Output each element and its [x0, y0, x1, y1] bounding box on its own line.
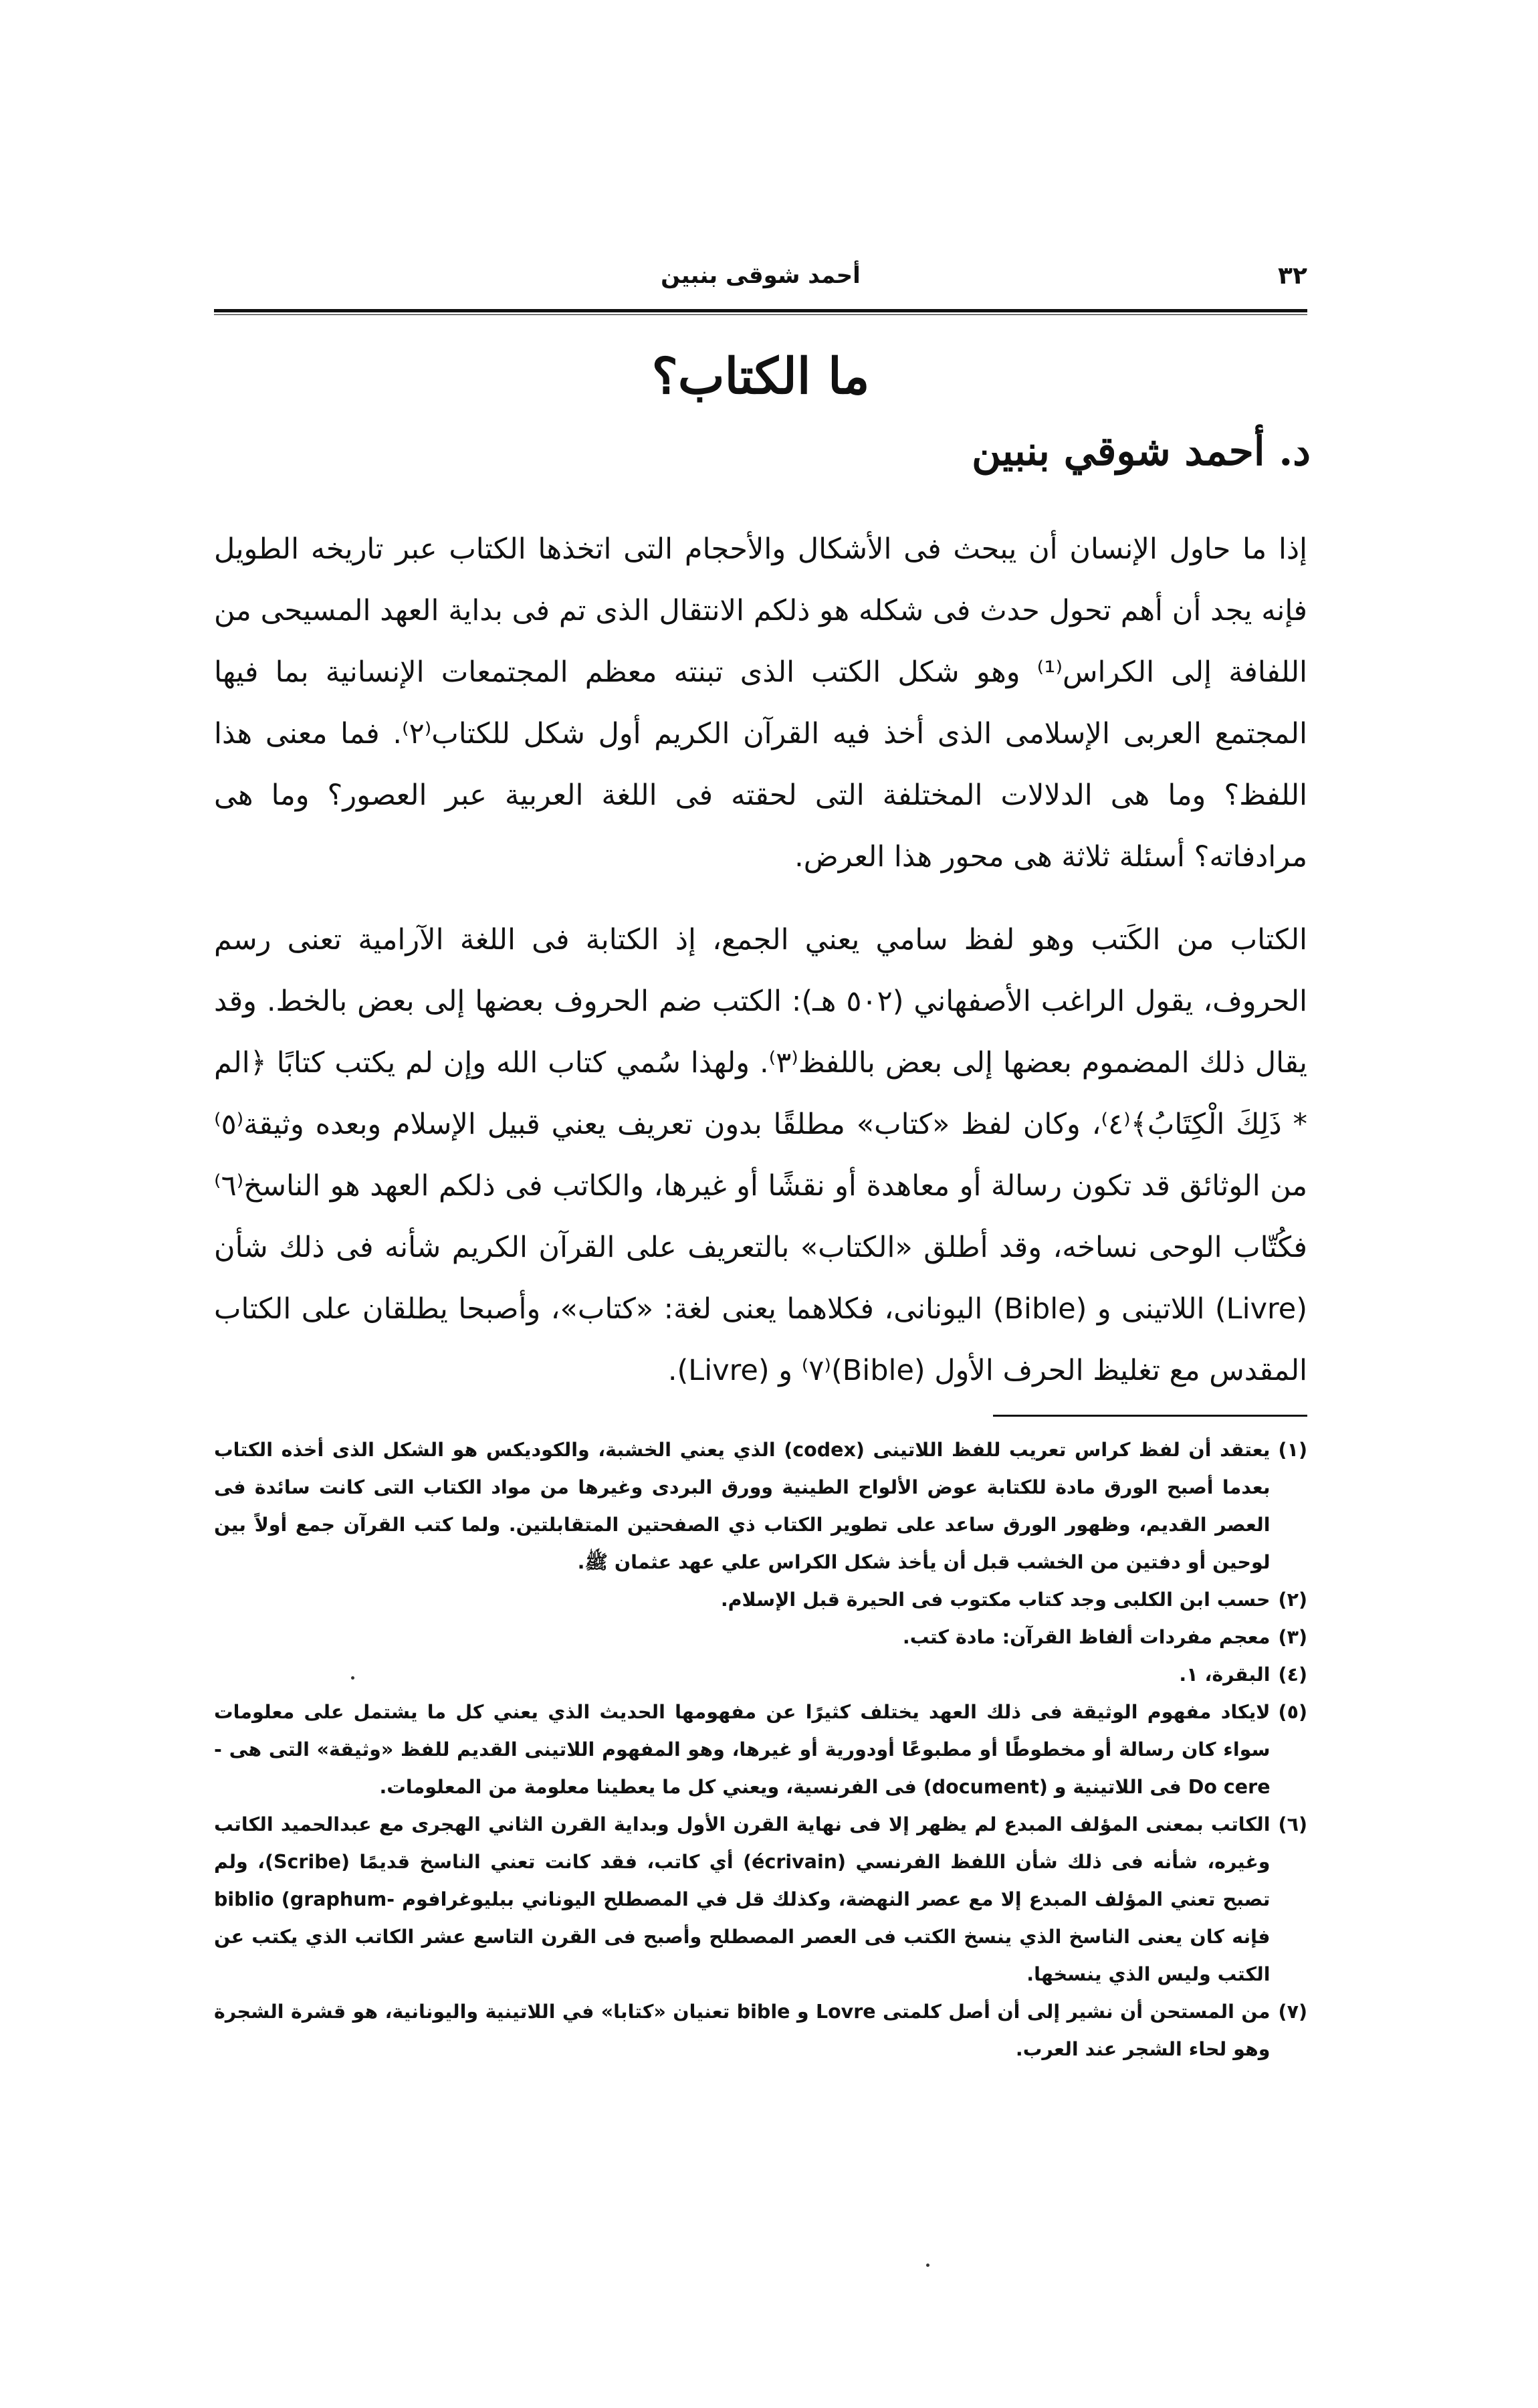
footnote-number: (٧) [1278, 2001, 1307, 2023]
page-number: ٣٢ [1278, 262, 1307, 290]
footnote-number: (٤) [1278, 1664, 1307, 1686]
body-paragraph: إذا ما حاول الإنسان أن يبحث فى الأشكال والأحجام التى اتخذها الكتاب عبر تاريخه الطويل فإنه يجد أن أهم تحول حدث فى شكله هو ذلكم الانتقال الذى تم فى بداية العهد المسيحى من اللفافة إلى الكراس⁽¹⁾ وهو شكل الكتب الذى تبنته معظم المجتمعات الإنسانية بما فيها المجتمع العربى الإسلامى الذى أخذ فيه القرآن الكريم أول شكل للكتاب⁽٢⁾. فما معنى هذا اللفظ؟ وما هى الدلالات المختلفة التى لحقته فى اللغة العربية عبر العصور؟ وما هى مرادفاته؟ أسئلة ثلاثة هى محور هذا العرض. [214, 532, 1307, 874]
scan-speck [351, 1676, 354, 1680]
article-body [214, 518, 1307, 1415]
footnote [214, 1431, 1307, 1581]
footnote-number: (٣) [1278, 1626, 1307, 1648]
footnote-text: من المستحن أن نشير إلى أن أصل كلمتى Lovre و bible تعنيان «كتابا» في اللاتينية واليونانية، هو قشرة الشجرة وهو لحاء الشجر عند العرب. [214, 2001, 1271, 2060]
running-header [214, 262, 1307, 309]
scan-speck [926, 2264, 929, 2267]
footnote-number: (٢) [1278, 1589, 1307, 1611]
footnote [214, 1581, 1307, 1619]
footnote-number: (٥) [1278, 1701, 1307, 1723]
footnote-divider [993, 1415, 1307, 1417]
footnote-text: يعتقد أن لفظ كراس تعريب للفظ اللاتينى (codex) الذي يعني الخشبة، والكوديكس هو الشكل الذى أخذه الكتاب بعدما أصبح الورق مادة للكتابة عوض الألواح الطينية وورق البردى وغيرها من مواد الكتاب التى كانت سائدة فى العصر القديم، وظهور الورق ساعد على تطوير الكتاب ذي الصفحتين المتقابلتين. ولما كتب القرآن جمع أولاً بين لوحين أو دفتين من الخشب قبل أن يأخذ شكل الكراس علي عهد عثمان ﷺ. [214, 1439, 1271, 1573]
running-author: أحمد شوقى بنبين [661, 262, 861, 289]
footnote-text: لايكاد مفهوم الوثيقة فى ذلك العهد يختلف كثيرًا عن مفهومها الحديث الذي يعني كل ما يشتمل على معلومات سواء كان رسالة أو مخطوطًا أو مطبوعًا أودورية أو غيرها، وهو المفهوم اللاتينى القديم للفظ «وثيقة» التى هى -Do cere فى اللاتينية و (document) فى الفرنسية، ويعني كل ما يعطينا معلومة من المعلومات. [214, 1701, 1271, 1798]
footnote-text: معجم مفردات ألفاظ القرآن: مادة كتب. [902, 1626, 1271, 1648]
footnote-text: البقرة، ١. [1179, 1664, 1271, 1686]
footnote [214, 1806, 1307, 1993]
footnote [214, 1656, 1307, 1694]
body-paragraph: الكتاب من الكَتب وهو لفظ سامي يعني الجمع، إذ الكتابة فى اللغة الآرامية تعنى رسم الحروف، يقول الراغب الأصفهاني (٥٠٢ هـ): الكتب ضم الحروف بعضها إلى بعض بالخط. وقد يقال ذلك المضموم بعضها إلى بعض باللفظ⁽٣⁾. ولهذا سُمي كتاب الله وإن لم يكتب كتابًا ﴿الم * ذَلِكَ الْكِتَابُ﴾⁽٤⁾، وكان لفظ «كتاب» مطلقًا بدون تعريف يعني قبيل الإسلام وبعده وثيقة⁽٥⁾ من الوثائق قد تكون رسالة أو معاهدة أو نقشًا أو غيرها، والكاتب فى ذلكم العهد هو الناسخ⁽٦⁾ فكُتّاب الوحى نساخه، وقد أطلق «الكتاب» بالتعريف على القرآن الكريم شأنه فى ذلك شأن (Livre) اللاتينى و (Bible) اليونانى، فكلاهما يعنى لغة: «كتاب»، وأصبحا يطلقان على الكتاب المقدس مع تغليظ الحرف الأول (Bible)⁽٧⁾ و (Livre). [214, 923, 1307, 1387]
article-title: ما الكتاب؟ [651, 348, 870, 405]
footnote-text: الكاتب بمعنى المؤلف المبدع لم يظهر إلا فى نهاية القرن الأول وبداية القرن الثاني الهجرى مع عبدالحميد الكاتب وغيره، شأنه فى ذلك شأن اللفظ الفرنسي (écrivain) أي كاتب، فقد كانت تعني الناسخ قديمًا (Scribe)، ولم تصبح تعني المؤلف المبدع إلا مع عصر النهضة، وكذلك قل في المصطلح اليوناني ببليوغرافوم -biblio (graphum فإنه كان يعنى الناسخ الذي ينسخ الكتب فى العصر المصطلح وأصبح فى القرن التاسع عشر الكاتب الذي يكتب عن الكتب وليس الذي ينسخها. [214, 1813, 1271, 1985]
author-name: د. أحمد شوقي بنبين [972, 428, 1311, 475]
footnote-text: حسب ابن الكلبى وجد كتاب مكتوب فى الحيرة قبل الإسلام. [720, 1589, 1271, 1611]
footnote [214, 1619, 1307, 1656]
footnote [214, 1694, 1307, 1806]
header-divider [214, 309, 1307, 315]
footnotes [214, 1431, 1307, 2068]
footnote [214, 1993, 1307, 2068]
footnote-number: (٦) [1278, 1813, 1307, 1835]
footnote-number: (١) [1278, 1439, 1307, 1461]
